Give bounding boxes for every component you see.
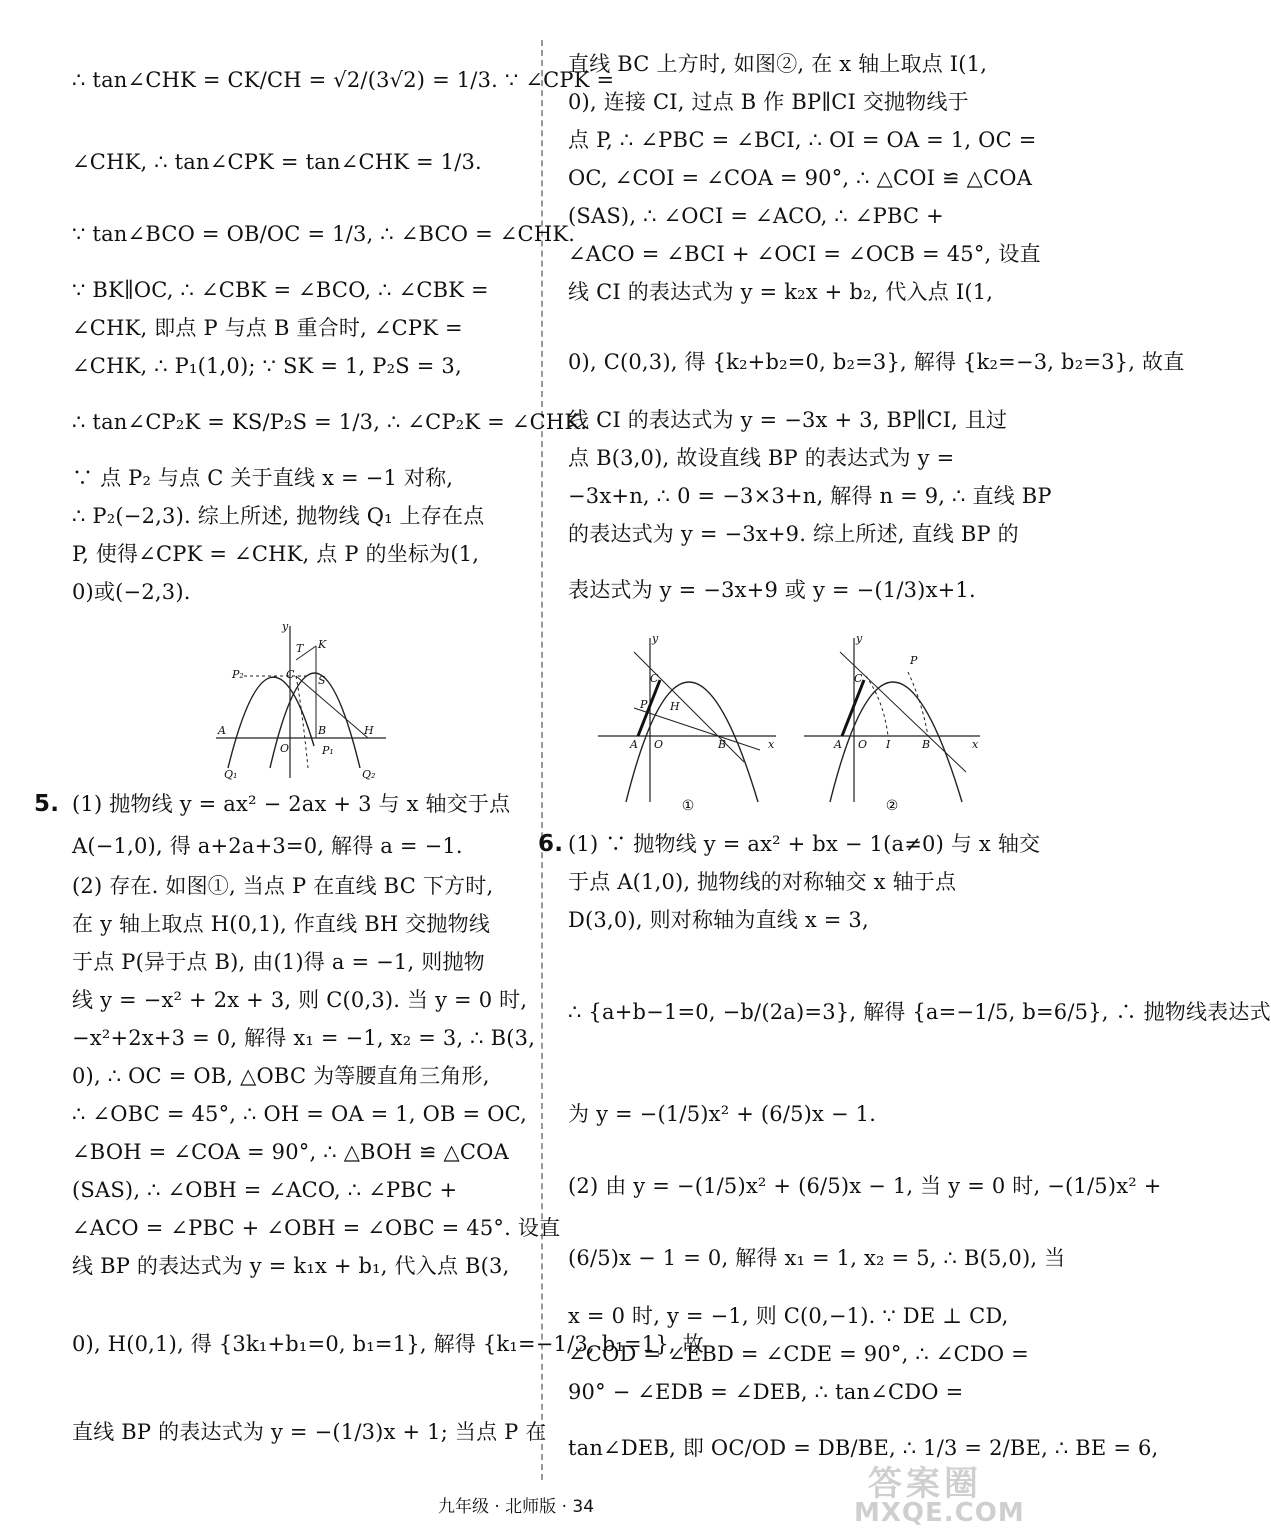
text-line: −x²+2x+3 = 0, 解得 x₁ = −1, x₂ = 3, ∴ B(3,: [72, 1026, 536, 1050]
fig-label: y: [282, 620, 289, 633]
text-line: 点 B(3,0), 故设直线 BP 的表达式为 y =: [568, 446, 955, 470]
text-line: 点 P, ∴ ∠PBC = ∠BCI, ∴ OI = OA = 1, OC =: [568, 128, 1037, 152]
text-line: 0), C(0,3), 得 {k₂+b₂=0, b₂=3}, 解得 {k₂=−3, b₂=3}, 故直: [568, 350, 1185, 374]
fig-label: S: [318, 674, 326, 687]
text-line: (1) 抛物线 y = ax² − 2ax + 3 与 x 轴交于点: [72, 792, 511, 816]
fig-label: A: [630, 738, 638, 751]
fig-label: C: [286, 668, 295, 681]
text-line: ∠COD = ∠EBD = ∠CDE = 90°, ∴ ∠CDO =: [568, 1342, 1029, 1366]
fig-label: T: [296, 642, 304, 655]
text-line: ∠ACO = ∠BCI + ∠OCI = ∠OCB = 45°, 设直: [568, 242, 1041, 266]
fig-label: Q₁: [224, 768, 238, 781]
text-line: 直线 BC 上方时, 如图②, 在 x 轴上取点 I(1,: [568, 52, 988, 76]
fig-label: B: [318, 724, 327, 737]
text-line: 0), H(0,1), 得 {3k₁+b₁=0, b₁=1}, 解得 {k₁=−1/3, b₁=1}, 故: [72, 1332, 704, 1356]
figure-2: [800, 632, 986, 812]
parabola-diagram-1: [594, 632, 784, 812]
text-line: 于点 P(异于点 B), 由(1)得 a = −1, 则抛物: [72, 950, 485, 974]
fig-label: P: [910, 654, 918, 667]
page-footer: 九年级 · 北师版 · 34: [437, 1497, 595, 1517]
text-line: OC, ∠COI = ∠COA = 90°, ∴ △COI ≌ △COA: [568, 166, 1033, 190]
text-line: ∵ 点 P₂ 与点 C 关于直线 x = −1 对称,: [72, 466, 454, 490]
fig-label: y: [856, 632, 863, 645]
fig-label: y: [652, 632, 659, 645]
text-line: ∴ tan∠CHK = CK/CH = √2/(3√2) = 1/3. ∵ ∠CPK =: [72, 68, 615, 92]
text-line: 表达式为 y = −3x+9 或 y = −(1/3)x+1.: [568, 578, 976, 602]
fig-label: x: [768, 738, 775, 751]
text-line: 于点 A(1,0), 抛物线的对称轴交 x 轴于点: [568, 870, 957, 894]
text-line: ∴ tan∠CP₂K = KS/P₂S = 1/3, ∴ ∠CP₂K = ∠CHK.: [72, 410, 588, 434]
watermark-url: MXQE.COM: [854, 1498, 1025, 1528]
column-divider: [541, 40, 543, 1480]
text-line: ∠ACO = ∠PBC + ∠OBH = ∠OBC = 45°. 设直: [72, 1216, 561, 1240]
text-line: ∴ P₂(−2,3). 综上所述, 抛物线 Q₁ 上存在点: [72, 504, 485, 528]
fig-label: A: [834, 738, 842, 751]
text-line: (6/5)x − 1 = 0, 解得 x₁ = 1, x₂ = 5, ∴ B(5,0), 当: [568, 1246, 1066, 1270]
text-line: ∵ tan∠BCO = OB/OC = 1/3, ∴ ∠BCO = ∠CHK.: [72, 222, 576, 246]
figure-caption: ②: [885, 798, 899, 814]
text-line: (1) ∵ 抛物线 y = ax² + bx − 1(a≠0) 与 x 轴交: [568, 832, 1041, 856]
text-line: −3x+n, ∴ 0 = −3×3+n, 解得 n = 9, ∴ 直线 BP: [568, 484, 1052, 508]
watermark-logo: [848, 1456, 1028, 1532]
text-line: 线 CI 的表达式为 y = k₂x + b₂, 代入点 I(1,: [568, 280, 994, 304]
text-line: ∴ ∠OBC = 45°, ∴ OH = OA = 1, OB = OC,: [72, 1102, 528, 1126]
fig-label: O: [280, 742, 290, 755]
text-line: 线 y = −x² + 2x + 3, 则 C(0,3). 当 y = 0 时,: [72, 988, 528, 1012]
text-line: 线 BP 的表达式为 y = k₁x + b₁, 代入点 B(3,: [72, 1254, 510, 1278]
text-line: 0), ∴ OC = OB, △OBC 为等腰直角三角形,: [72, 1064, 490, 1088]
text-line: (2) 由 y = −(1/5)x² + (6/5)x − 1, 当 y = 0 时, −(1/5)x² +: [568, 1174, 1162, 1198]
text-line: (SAS), ∴ ∠OBH = ∠ACO, ∴ ∠PBC +: [72, 1178, 458, 1202]
fig-label: P₁: [322, 744, 334, 757]
fig-label: I: [886, 738, 891, 751]
fig-label: O: [654, 738, 664, 751]
fig-label: x: [972, 738, 979, 751]
text-line: tan∠DEB, 即 OC/OD = DB/BE, ∴ 1/3 = 2/BE, ∴ BE = 6,: [568, 1436, 1159, 1460]
fig-label: C: [854, 672, 863, 685]
figure-1: [594, 632, 784, 812]
text-line: (2) 存在. 如图①, 当点 P 在直线 BC 下方时,: [72, 874, 494, 898]
text-line: x = 0 时, y = −1, 则 C(0,−1). ∵ DE ⊥ CD,: [568, 1304, 1009, 1328]
text-line: 线 CI 的表达式为 y = −3x + 3, BP∥CI, 且过: [568, 408, 1008, 432]
watermark-text: 答案圈: [868, 1464, 982, 1504]
fig-label: O: [858, 738, 868, 751]
fig-label: Q₂: [362, 768, 376, 781]
parabola-figure-q1: [210, 618, 390, 784]
fig-label: K: [318, 638, 327, 651]
text-line: D(3,0), 则对称轴为直线 x = 3,: [568, 908, 869, 932]
text-line: P, 使得∠CPK = ∠CHK, 点 P 的坐标为(1,: [72, 542, 480, 566]
problem-number: 5.: [34, 791, 60, 817]
text-line: ∠CHK, ∴ P₁(1,0); ∵ SK = 1, P₂S = 3,: [72, 354, 462, 378]
figure-caption: ①: [681, 798, 695, 814]
fig-label: P₂: [232, 668, 244, 681]
text-line: ∠CHK, ∴ tan∠CPK = tan∠CHK = 1/3.: [72, 150, 482, 174]
text-line: A(−1,0), 得 a+2a+3=0, 解得 a = −1.: [72, 834, 463, 858]
text-line: 的表达式为 y = −3x+9. 综上所述, 直线 BP 的: [568, 522, 1019, 546]
fig-label: P: [640, 698, 648, 711]
fig-label: H: [364, 724, 374, 737]
text-line: ∠BOH = ∠COA = 90°, ∴ △BOH ≌ △COA: [72, 1140, 509, 1164]
text-line: 直线 BP 的表达式为 y = −(1/3)x + 1; 当点 P 在: [72, 1420, 547, 1444]
fig-label: H: [670, 700, 680, 713]
parabola-diagram-2: [800, 632, 986, 812]
fig-label: B: [922, 738, 931, 751]
text-line: 90° − ∠EDB = ∠DEB, ∴ tan∠CDO =: [568, 1380, 964, 1404]
fig-label: B: [718, 738, 727, 751]
parabola-diagram: [210, 618, 390, 784]
fig-label: A: [218, 724, 226, 737]
text-line: ∵ BK∥OC, ∴ ∠CBK = ∠BCO, ∴ ∠CBK =: [72, 278, 489, 302]
text-line: 在 y 轴上取点 H(0,1), 作直线 BH 交抛物线: [72, 912, 491, 936]
text-line: 为 y = −(1/5)x² + (6/5)x − 1.: [568, 1102, 877, 1126]
problem-number: 6.: [538, 831, 564, 857]
text-line: ∠CHK, 即点 P 与点 B 重合时, ∠CPK =: [72, 316, 463, 340]
text-line: 0)或(−2,3).: [72, 580, 191, 604]
fig-label: C: [650, 672, 659, 685]
text-line: (SAS), ∴ ∠OCI = ∠ACO, ∴ ∠PBC +: [568, 204, 944, 228]
text-line: 0), 连接 CI, 过点 B 作 BP∥CI 交抛物线于: [568, 90, 969, 114]
text-line: ∴ {a+b−1=0, −b/(2a)=3}, 解得 {a=−1/5, b=6/5}, ∴ 抛物线表达式: [568, 1000, 1271, 1024]
